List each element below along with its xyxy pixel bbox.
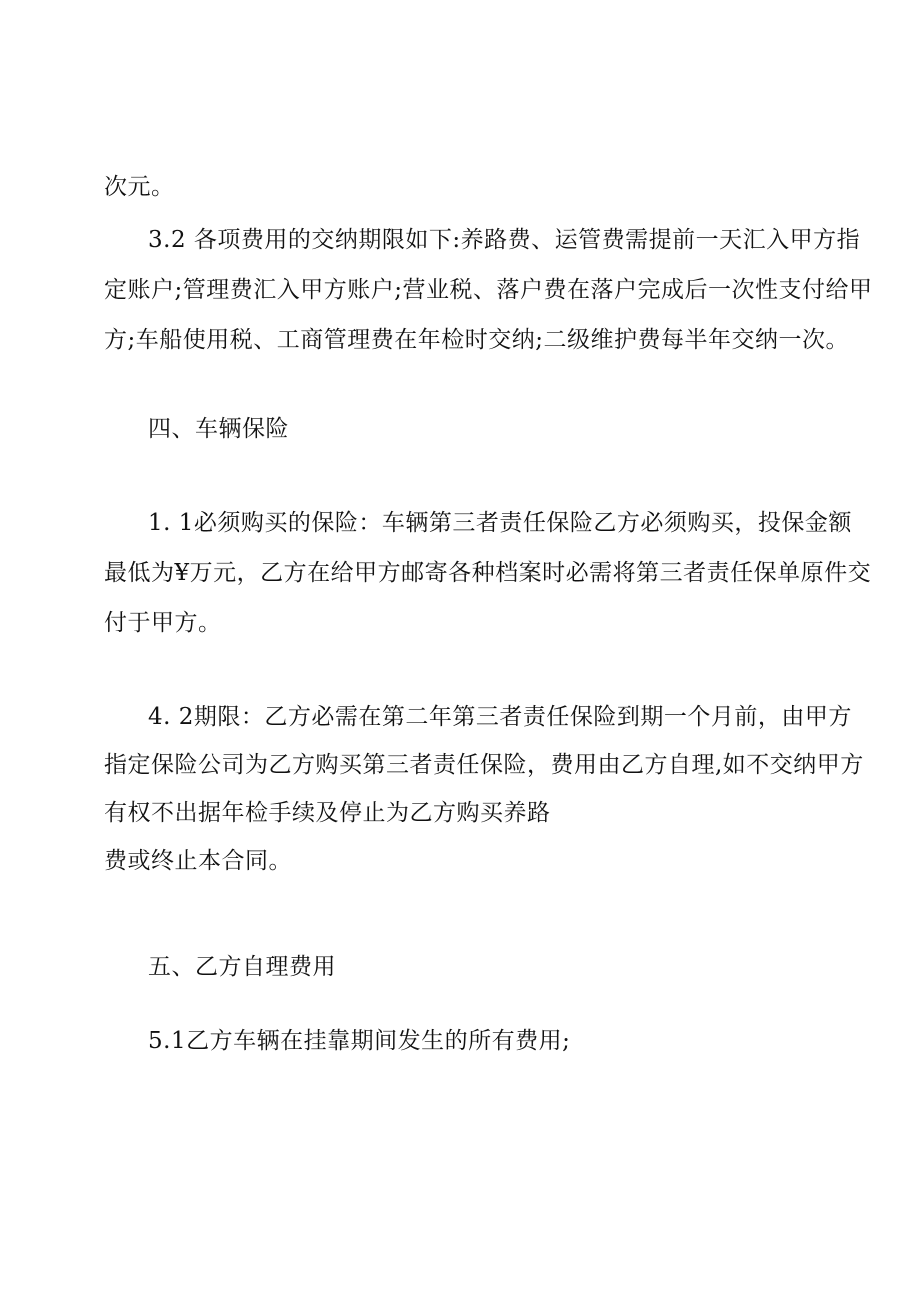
- clause-5-1-line-1: 5.1乙方车辆在挂靠期间发生的所有费用;: [148, 1028, 571, 1054]
- section-heading-4: 四、车辆保险: [148, 416, 289, 442]
- clause-4-2-line-3: 有权不出据年检手续及停止为乙方购买养路: [104, 800, 551, 826]
- clause-3-2-line-1: 3.2 各项费用的交纳期限如下:养路费、运管费需提前一天汇入甲方指: [148, 227, 861, 253]
- clause-4-2-line-2: 指定保险公司为乙方购买第三者责任保险，费用由乙方自理,如不交纳甲方: [104, 752, 864, 778]
- section-heading-5: 五、乙方自理费用: [148, 954, 336, 980]
- clause-3-2-line-2: 定账户;管理费汇入甲方账户;营业税、落户费在落户完成后一次性支付给甲: [104, 277, 873, 303]
- clause-4-1-line-1: 1. 1必须购买的保险：车辆第三者责任保险乙方必须购买，投保金额: [148, 510, 852, 536]
- clause-4-1-line-3: 付于甲方。: [104, 610, 222, 636]
- clause-4-2-line-4: 费或终止本合同。: [104, 848, 292, 874]
- clause-4-2-line-1: 4. 2期限：乙方必需在第二年第三者责任保险到期一个月前，由甲方: [148, 704, 852, 730]
- text-line-1: 次元。: [104, 174, 175, 200]
- clause-4-1-line-2: 最低为¥万元，乙方在给甲方邮寄各种档案时必需将第三者责任保单原件交: [104, 560, 872, 586]
- clause-3-2-line-3: 方;车船使用税、工商管理费在年检时交纳;二级维护费每半年交纳一次。: [104, 327, 849, 353]
